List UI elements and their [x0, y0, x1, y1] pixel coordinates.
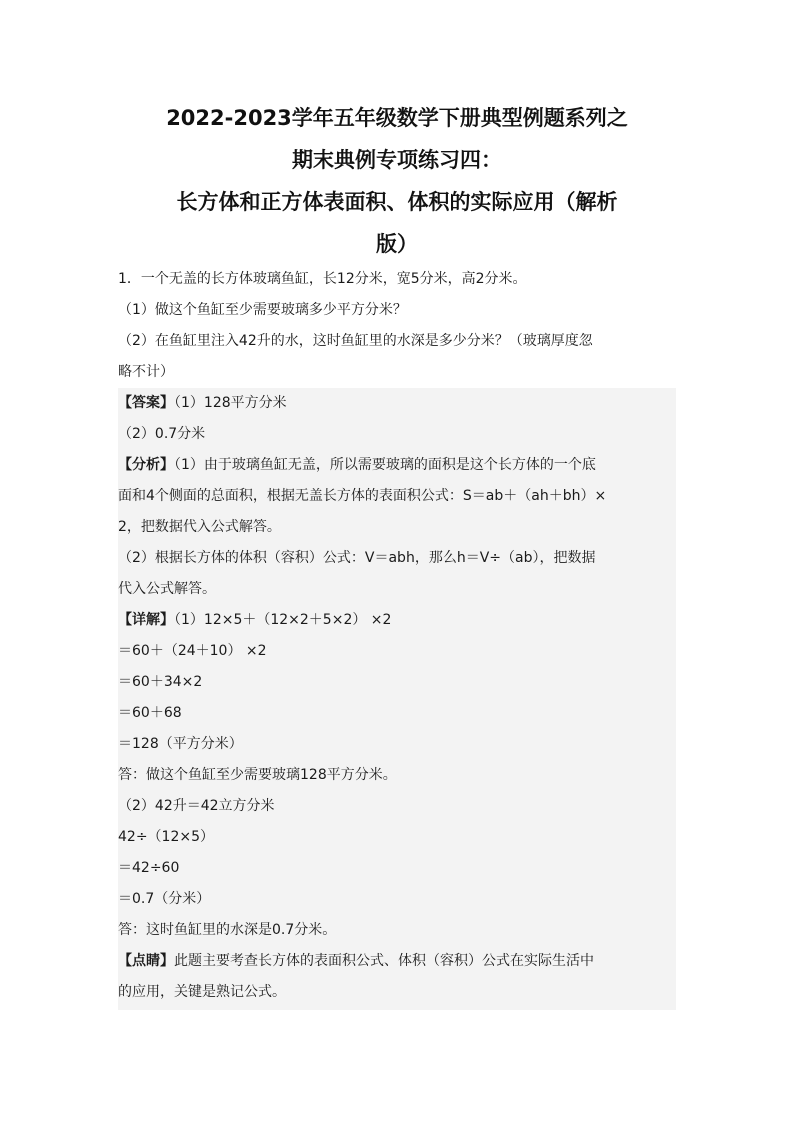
- detail-line-7: （2）42升＝42立方分米: [118, 798, 275, 814]
- analysis-line-5: 代入公式解答。: [118, 581, 216, 597]
- title-line-1: 2022-2023学年五年级数学下册典型例题系列之: [166, 106, 628, 130]
- answer-part-2: （2）0.7分米: [118, 426, 206, 442]
- title-line-4: 版）: [376, 232, 418, 256]
- question-block: [118, 264, 676, 388]
- document-title: [118, 97, 676, 265]
- detail-line-10: ＝0.7（分米）: [118, 891, 211, 907]
- detail-line-4: ＝60＋68: [118, 705, 182, 721]
- detail-line-6: 答：做这个鱼缸至少需要玻璃128平方分米。: [118, 767, 397, 783]
- detail-line-2: ＝60＋（24＋10） ×2: [118, 643, 267, 659]
- title-line-3: 长方体和正方体表面积、体积的实际应用（解析: [176, 190, 618, 214]
- comment-label: 【点睛】: [118, 953, 174, 969]
- comment-text-1: 此题主要考查长方体的表面积公式、体积（容积）公式在实际生活中: [174, 953, 594, 969]
- detail-line-3: ＝60＋34×2: [118, 674, 203, 690]
- analysis-text-1: （1）由于玻璃鱼缸无盖，所以需要玻璃的面积是这个长方体的一个底: [174, 457, 596, 473]
- analysis-line-3: 2，把数据代入公式解答。: [118, 519, 281, 535]
- detail-line-11: 答：这时鱼缸里的水深是0.7分米。: [118, 922, 337, 938]
- answer-line-1: [118, 388, 676, 419]
- question-part-1: （1）做这个鱼缸至少需要玻璃多少平方分米？: [118, 302, 407, 318]
- question-stem: 1．一个无盖的长方体玻璃鱼缸，长12分米，宽5分米，高2分米。: [118, 271, 527, 287]
- detail-label: 【详解】: [118, 612, 174, 628]
- solution-box: [118, 388, 676, 1010]
- analysis-line-1: [118, 450, 676, 481]
- detail-line-5: ＝128（平方分米）: [118, 736, 243, 752]
- question-part-2-line-1: （2）在鱼缸里注入42升的水，这时鱼缸里的水深是多少分米？（玻璃厚度忽: [118, 333, 593, 349]
- question-part-2-line-2: 略不计）: [118, 364, 174, 380]
- detail-text-1: （1）12×5＋（12×2＋5×2） ×2: [174, 612, 392, 628]
- analysis-line-2: 面和4个侧面的总面积，根据无盖长方体的表面积公式：S＝ab＋（ah＋bh）×: [118, 488, 607, 504]
- detail-line-1: [118, 605, 676, 636]
- analysis-line-4: （2）根据长方体的体积（容积）公式：V＝abh，那么h＝V÷（ab），把数据: [118, 550, 596, 566]
- comment-line-1: [118, 946, 676, 977]
- title-line-2: 期末典例专项练习四：: [292, 148, 502, 172]
- answer-part-1: （1）128平方分米: [174, 395, 287, 411]
- detail-line-8: 42÷（12×5）: [118, 829, 214, 845]
- analysis-label: 【分析】: [118, 457, 174, 473]
- answer-label: 【答案】: [118, 395, 174, 411]
- comment-line-2: 的应用，关键是熟记公式。: [118, 984, 286, 1000]
- detail-line-9: ＝42÷60: [118, 860, 180, 876]
